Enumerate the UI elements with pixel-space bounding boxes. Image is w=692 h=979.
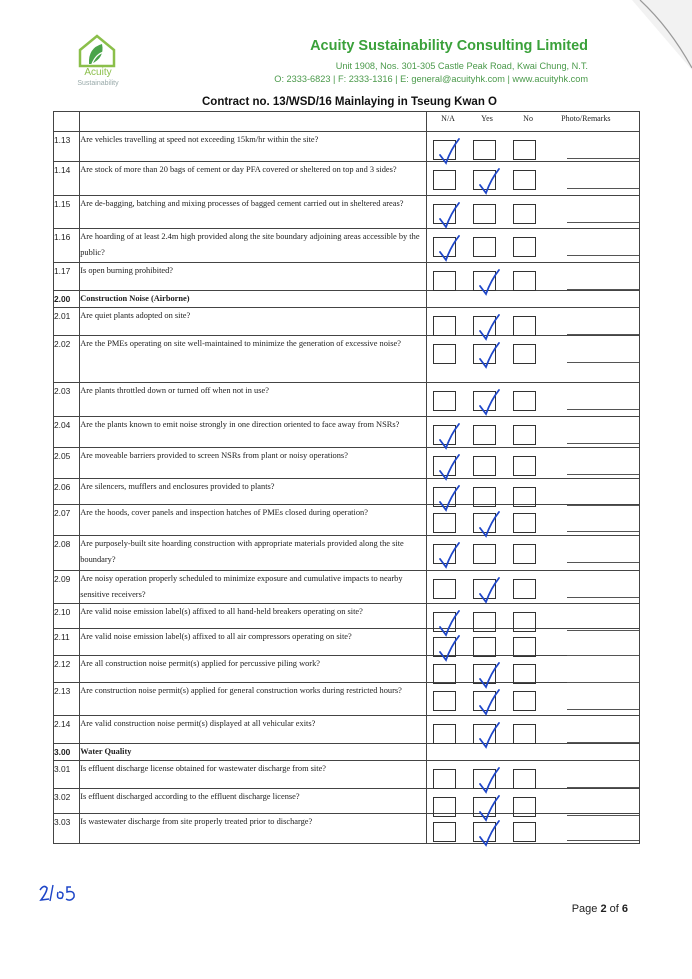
checkbox-yes[interactable]	[473, 456, 496, 476]
checkmark-icon	[477, 688, 501, 718]
remarks-line[interactable]	[567, 474, 639, 475]
item-question: Are plants throttled down or turned off when not in use?	[80, 383, 427, 417]
checkbox-yes[interactable]	[473, 391, 496, 411]
page-prefix: Page	[571, 903, 601, 915]
item-question: Is open burning prohibited?	[80, 263, 427, 291]
item-number: 2.00	[54, 291, 80, 308]
item-options	[427, 656, 640, 683]
checkbox-yes[interactable]	[473, 579, 496, 599]
page-current: 2	[600, 903, 607, 915]
item-number: 2.10	[54, 604, 80, 629]
page-number	[572, 903, 628, 915]
checkbox-no[interactable]	[513, 391, 536, 411]
checkbox-no[interactable]	[513, 204, 536, 224]
item-question: Are valid noise emission label(s) affixed to all hand-held breakers operating on site?	[80, 604, 427, 629]
checkbox-na[interactable]	[433, 316, 456, 336]
checklist-row	[54, 814, 640, 844]
item-options	[427, 132, 640, 162]
page-curl-corner	[632, 0, 692, 70]
checklist-row	[54, 417, 640, 448]
checkbox-na[interactable]	[433, 637, 456, 657]
checklist-row	[54, 505, 640, 536]
remarks-line[interactable]	[567, 362, 639, 363]
checkbox-no[interactable]	[513, 637, 536, 657]
leaf-house-icon	[72, 28, 122, 68]
checkbox-yes[interactable]	[473, 769, 496, 789]
item-number: 2.11	[54, 629, 80, 656]
checkbox-no[interactable]	[513, 316, 536, 336]
item-question: Are stock of more than 20 bags of cement or day PFA covered or sheltered on top and 3 sides?	[80, 162, 427, 196]
header-num-cell	[54, 112, 80, 132]
remarks-line[interactable]	[567, 409, 639, 410]
checklist-row	[54, 229, 640, 263]
col-remarks-header: Photo/Remarks	[561, 114, 611, 123]
remarks-line[interactable]	[567, 840, 639, 841]
item-number: 2.01	[54, 308, 80, 336]
remarks-line[interactable]	[567, 222, 639, 223]
logo-subtitle: Sustainability	[77, 80, 119, 87]
checkbox-no[interactable]	[513, 513, 536, 533]
item-question: Is effluent discharge license obtained for wastewater discharge from site?	[80, 761, 427, 789]
item-question: Are all construction noise permit(s) applied for percussive piling work?	[80, 656, 427, 683]
checklist-row	[54, 448, 640, 479]
item-question: Are construction noise permit(s) applied for general construction works during restricted hours?	[80, 683, 427, 716]
item-number: 2.13	[54, 683, 80, 716]
checkbox-na[interactable]	[433, 237, 456, 257]
item-number: 2.12	[54, 656, 80, 683]
checkmark-icon	[477, 167, 501, 197]
checkbox-no[interactable]	[513, 664, 536, 684]
checkbox-yes[interactable]	[473, 271, 496, 291]
logo-name: Acuity	[84, 67, 112, 78]
checklist-row	[54, 789, 640, 814]
item-question: Is wastewater discharge from site properly treated prior to discharge?	[80, 814, 427, 844]
col-no-header: No	[523, 114, 533, 123]
item-options	[427, 196, 640, 229]
item-question: Are the PMEs operating on site well-maintained to minimize the generation of excessive noise?	[80, 336, 427, 383]
company-address-block	[274, 60, 588, 86]
checklist-row	[54, 656, 640, 683]
checkbox-no[interactable]	[513, 691, 536, 711]
item-options	[427, 308, 640, 336]
table-header-row	[54, 112, 640, 132]
checkbox-yes[interactable]	[473, 170, 496, 190]
item-options	[427, 229, 640, 263]
item-number: 2.14	[54, 716, 80, 744]
checklist-row	[54, 571, 640, 604]
item-number: 2.08	[54, 536, 80, 571]
checkbox-na[interactable]	[433, 391, 456, 411]
item-number: 2.07	[54, 505, 80, 536]
checklist-row	[54, 604, 640, 629]
checkbox-yes[interactable]	[473, 140, 496, 160]
remarks-line[interactable]	[567, 255, 639, 256]
checkbox-no[interactable]	[513, 822, 536, 842]
header-question-cell	[80, 112, 427, 132]
checkmark-icon	[477, 576, 501, 606]
item-number: 2.04	[54, 417, 80, 448]
item-question: Are silencers, mufflers and enclosures provided to plants?	[80, 479, 427, 505]
section-row	[54, 744, 640, 761]
item-question: Are vehicles travelling at speed not exceeding 15km/hr within the site?	[80, 132, 427, 162]
item-options	[427, 263, 640, 291]
item-number: 2.02	[54, 336, 80, 383]
item-options	[427, 479, 640, 505]
checkbox-yes[interactable]	[473, 664, 496, 684]
item-question: Are quiet plants adopted on site?	[80, 308, 427, 336]
checklist-row	[54, 629, 640, 656]
checklist-row	[54, 536, 640, 571]
item-question: Are moveable barriers provided to screen NSRs from plant or noisy operations?	[80, 448, 427, 479]
checkmark-icon	[477, 341, 501, 371]
checkbox-na[interactable]	[433, 425, 456, 445]
checkbox-na[interactable]	[433, 170, 456, 190]
checkbox-yes[interactable]	[473, 637, 496, 657]
page-total: 6	[621, 903, 628, 915]
checkbox-na[interactable]	[433, 344, 456, 364]
checklist-row	[54, 383, 640, 417]
checkbox-na[interactable]	[433, 724, 456, 744]
remarks-line[interactable]	[567, 188, 639, 189]
item-number: 1.17	[54, 263, 80, 291]
item-question: Are noisy operation properly scheduled to minimize exposure and cumulative impacts to nearby sensitive receivers?	[80, 571, 427, 604]
remarks-line[interactable]	[567, 158, 639, 159]
checkbox-na[interactable]	[433, 140, 456, 160]
checkmark-icon	[437, 541, 461, 571]
checkbox-yes[interactable]	[473, 344, 496, 364]
page-of: of	[606, 903, 622, 915]
item-number: 3.02	[54, 789, 80, 814]
checkbox-na[interactable]	[433, 456, 456, 476]
checkbox-yes[interactable]	[473, 237, 496, 257]
item-options	[427, 789, 640, 814]
checklist-row	[54, 263, 640, 291]
header-options-cell	[427, 112, 640, 132]
checklist-row	[54, 132, 640, 162]
checkbox-no[interactable]	[513, 769, 536, 789]
item-question: Are hoarding of at least 2.4m high provided along the site boundary adjoining areas accessible by the public?	[80, 229, 427, 263]
checkbox-no[interactable]	[513, 456, 536, 476]
company-contact: O: 2333-6823 | F: 2333-1316 | E: general@acuityhk.com | www.acuityhk.com	[274, 74, 588, 84]
item-options	[427, 814, 640, 844]
checkbox-no[interactable]	[513, 271, 536, 291]
checkbox-yes[interactable]	[473, 425, 496, 445]
item-options	[427, 604, 640, 629]
item-number: 2.03	[54, 383, 80, 417]
item-number: 1.15	[54, 196, 80, 229]
item-number: 1.16	[54, 229, 80, 263]
checkbox-na[interactable]	[433, 579, 456, 599]
company-name: Acuity Sustainability Consulting Limited	[310, 38, 588, 54]
checkmark-icon	[477, 819, 501, 849]
checkbox-yes[interactable]	[473, 691, 496, 711]
item-options	[427, 716, 640, 744]
item-question: Are valid noise emission label(s) affixed to all air compressors operating on site?	[80, 629, 427, 656]
item-options	[427, 761, 640, 789]
item-question: Are the plants known to emit noise strongly in one direction oriented to face away from NSRs?	[80, 417, 427, 448]
checkbox-yes[interactable]	[473, 316, 496, 336]
remarks-line[interactable]	[567, 531, 639, 532]
item-number: 1.14	[54, 162, 80, 196]
contract-title: Contract no. 13/WSD/16 Mainlaying in Tseung Kwan O	[202, 96, 497, 108]
checklist-row	[54, 162, 640, 196]
checkbox-na[interactable]	[433, 204, 456, 224]
checkbox-na[interactable]	[433, 822, 456, 842]
remarks-line[interactable]	[567, 443, 639, 444]
checkbox-yes[interactable]	[473, 822, 496, 842]
item-number: 1.13	[54, 132, 80, 162]
checkbox-na[interactable]	[433, 544, 456, 564]
item-options	[427, 683, 640, 716]
item-question: Are de-bagging, batching and mixing processes of bagged cement carried out in sheltered areas?	[80, 196, 427, 229]
checkbox-na[interactable]	[433, 513, 456, 533]
item-question: Are purposely-built site hoarding construction with appropriate materials provided along the site boundary?	[80, 536, 427, 571]
item-options	[427, 417, 640, 448]
checklist-row	[54, 308, 640, 336]
col-yes-header: Yes	[481, 114, 493, 123]
item-question: Is effluent discharged according to the effluent discharge license?	[80, 789, 427, 814]
item-number: 3.03	[54, 814, 80, 844]
item-options	[427, 744, 640, 761]
item-options	[427, 571, 640, 604]
checkmark-icon	[437, 201, 461, 231]
checkbox-no[interactable]	[513, 344, 536, 364]
item-options	[427, 629, 640, 656]
checklist-table	[53, 111, 640, 844]
checkbox-no[interactable]	[513, 544, 536, 564]
item-number: 2.06	[54, 479, 80, 505]
item-number: 2.09	[54, 571, 80, 604]
item-options	[427, 448, 640, 479]
checkmark-icon	[477, 388, 501, 418]
checkbox-yes[interactable]	[473, 544, 496, 564]
item-options	[427, 536, 640, 571]
checkbox-yes[interactable]	[473, 724, 496, 744]
section-row	[54, 291, 640, 308]
checkbox-yes[interactable]	[473, 513, 496, 533]
checkbox-na[interactable]	[433, 271, 456, 291]
checkbox-no[interactable]	[513, 237, 536, 257]
item-options	[427, 291, 640, 308]
remarks-line[interactable]	[567, 709, 639, 710]
checkbox-no[interactable]	[513, 724, 536, 744]
item-options	[427, 162, 640, 196]
handwritten-signature	[38, 882, 84, 904]
checklist-row	[54, 336, 640, 383]
checklist-row	[54, 683, 640, 716]
item-options	[427, 383, 640, 417]
logo-wordmark	[68, 67, 128, 89]
remarks-line[interactable]	[567, 597, 639, 598]
item-options	[427, 505, 640, 536]
section-heading: Construction Noise (Airborne)	[80, 291, 427, 308]
checklist-row	[54, 761, 640, 789]
checkbox-na[interactable]	[433, 769, 456, 789]
checkmark-icon	[437, 234, 461, 264]
checkbox-no[interactable]	[513, 140, 536, 160]
item-number: 2.05	[54, 448, 80, 479]
checkbox-yes[interactable]	[473, 204, 496, 224]
remarks-line[interactable]	[567, 562, 639, 563]
section-heading: Water Quality	[80, 744, 427, 761]
checkbox-no[interactable]	[513, 579, 536, 599]
checklist-row	[54, 479, 640, 505]
checkbox-na[interactable]	[433, 691, 456, 711]
item-number: 3.00	[54, 744, 80, 761]
item-question: Are valid construction noise permit(s) displayed at all vehicular exits?	[80, 716, 427, 744]
checkbox-na[interactable]	[433, 664, 456, 684]
checklist-row	[54, 716, 640, 744]
item-number: 3.01	[54, 761, 80, 789]
item-options	[427, 336, 640, 383]
checkbox-no[interactable]	[513, 170, 536, 190]
checklist-row	[54, 196, 640, 229]
checkbox-no[interactable]	[513, 425, 536, 445]
item-question: Are the hoods, cover panels and inspection hatches of PMEs closed during operation?	[80, 505, 427, 536]
col-na-header: N/A	[441, 114, 455, 123]
company-address: Unit 1908, Nos. 301-305 Castle Peak Road, Kwai Chung, N.T.	[335, 61, 588, 71]
